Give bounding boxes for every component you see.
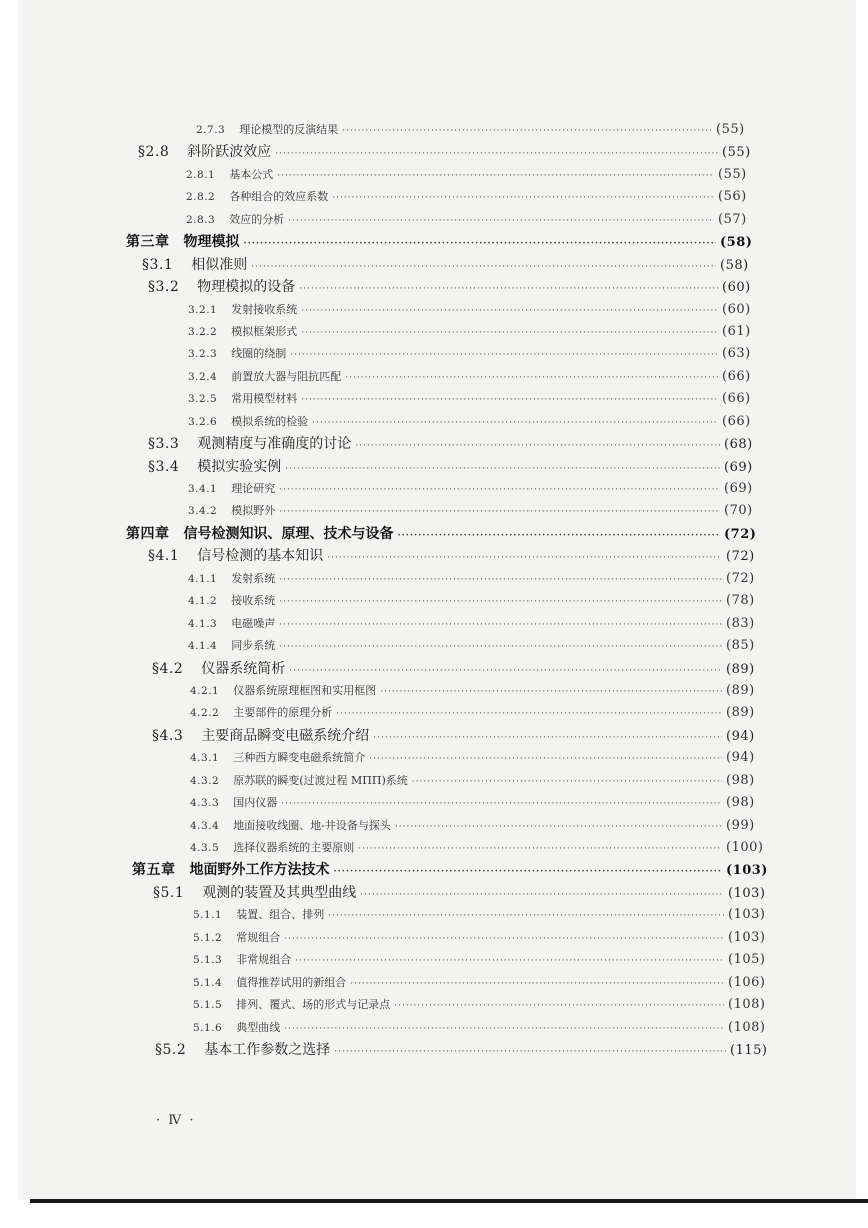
toc-entry-sub (18, 994, 772, 1016)
toc-entry-number: 4.1.2 (188, 595, 218, 608)
toc-entry-page: (78) (726, 593, 755, 609)
toc-entry-title: 装置、组合、排列 (236, 908, 325, 922)
toc-entry-sub (18, 747, 770, 769)
toc-entry-number: 2.8.3 (186, 213, 216, 226)
page-footer-number: · Ⅳ · (156, 1113, 196, 1128)
toc-entry-title: 非常规组合 (236, 953, 292, 967)
toc-entry-page: (56) (718, 189, 747, 205)
toc-entry-title: 电磁噪声 (231, 616, 276, 630)
toc-entry-page: (63) (722, 346, 751, 362)
toc-entry-page: (94) (726, 750, 755, 766)
toc-entry-title: 理论模型的反演结果 (239, 123, 339, 136)
dot-leader (277, 165, 714, 187)
toc-entry-number: 4.2.2 (190, 707, 220, 720)
toc-entry-page: (99) (726, 817, 755, 833)
toc-entry-page: (106) (728, 974, 766, 990)
toc-entry-title: 排列、覆式、场的形式与记录点 (236, 998, 391, 1012)
toc-entry-sub (18, 680, 770, 702)
dot-leader (299, 278, 718, 300)
toc-entry-page: (89) (726, 705, 755, 721)
toc-entry-page: (83) (726, 615, 755, 631)
toc-entry-number: 5.1.2 (193, 931, 223, 944)
toc-entry-title: 前置放大器与阻抗匹配 (231, 369, 342, 383)
toc-entry-title: 典型曲线 (236, 1020, 281, 1034)
dot-leader (301, 389, 718, 411)
toc-entry-page: (66) (722, 413, 751, 429)
dot-leader (279, 614, 722, 636)
toc-entry-number: §3.2 (148, 279, 180, 296)
toc-entry-title: 主要部件的原理分析 (233, 706, 333, 720)
toc-entry-page: (55) (722, 145, 751, 161)
toc-entry-number: 2.8.1 (186, 168, 216, 181)
toc-entry-number: §4.2 (152, 660, 184, 677)
toc-entry-number: 第五章 (132, 862, 176, 879)
toc-entry-sub (18, 792, 770, 814)
dot-leader (279, 501, 720, 523)
toc-entry-sub (18, 478, 768, 500)
toc-entry-title: 选择仪器系统的主要原则 (233, 841, 355, 854)
toc-entry-title: 模拟系统的检验 (231, 414, 309, 428)
toc-entry-title: 接收系统 (231, 594, 276, 608)
toc-entry-number: §3.4 (148, 458, 180, 475)
toc-entry-title: 信号检测知识、原理、技术与设备 (183, 525, 394, 542)
toc-entry-sub (18, 164, 762, 186)
toc-entry-title: 常用模型材料 (231, 392, 298, 406)
toc-entry-sub (18, 702, 770, 724)
toc-entry-page: (68) (724, 437, 753, 453)
toc-entry-page: (108) (728, 1019, 766, 1035)
dot-leader (284, 1018, 724, 1040)
toc-entry-title: 三种西方瞬变电磁系统简介 (233, 751, 366, 765)
toc-entry-section (18, 725, 770, 747)
toc-entry-page: (103) (726, 863, 768, 879)
toc-entry-page: (69) (724, 459, 753, 475)
toc-entry-page: (58) (720, 235, 753, 251)
toc-entry-number: §4.1 (148, 548, 180, 565)
toc-entry-number: 4.3.4 (190, 819, 220, 832)
toc-entry-number: §4.3 (152, 727, 184, 744)
toc-entry-title: 地面接收线圈、地-井设备与探头 (233, 818, 391, 832)
toc-entry-number: 5.1.6 (193, 1021, 223, 1034)
toc-entry-title: 常规组合 (236, 930, 281, 944)
dot-leader (279, 479, 720, 501)
toc-entry-number: 4.1.1 (188, 572, 218, 585)
toc-entry-sub (18, 209, 762, 231)
toc-entry-number: 3.2.2 (188, 325, 218, 338)
dot-leader (398, 525, 721, 547)
toc-entry-page: (108) (728, 997, 766, 1013)
toc-entry-sub (18, 388, 766, 410)
dot-leader (288, 210, 714, 232)
toc-entry-page: (89) (726, 682, 755, 698)
toc-entry-number: 5.1.1 (193, 909, 223, 922)
toc-entry-number: 3.4.2 (188, 505, 218, 518)
toc-entry-sub (18, 927, 772, 949)
dot-leader (290, 344, 718, 366)
dot-leader (275, 143, 718, 165)
toc-entry-page: (69) (724, 481, 753, 496)
toc-entry-sub (18, 815, 770, 837)
dot-leader (334, 861, 723, 883)
toc-entry-title: 原苏联的瞬变(过渡过程 MПП)系统 (233, 773, 408, 787)
toc-entry-sub (18, 837, 770, 859)
toc-entry-page: (66) (722, 368, 751, 384)
toc-entry-section (18, 882, 772, 904)
toc-entry-chapter (18, 859, 770, 881)
toc-entry-number: 5.1.3 (193, 954, 223, 967)
dot-leader (350, 973, 724, 995)
dot-leader (312, 412, 718, 434)
dot-leader (334, 1041, 726, 1063)
toc-entry-page: (115) (730, 1042, 768, 1058)
toc-entry-page: (89) (726, 661, 755, 677)
toc-entry-number: 3.2.5 (188, 393, 218, 406)
toc-entry-number: 第三章 (126, 234, 170, 251)
toc-entry-number: §2.8 (138, 144, 170, 161)
toc-entry-title: 观测的装置及其典型曲线 (202, 884, 357, 901)
toc-entry-number: 3.2.4 (188, 370, 218, 383)
toc-entry-sub (18, 770, 770, 792)
toc-entry-section (18, 658, 770, 680)
document-page (18, 0, 856, 1200)
toc-entry-sub (18, 904, 772, 926)
toc-entry-sub (18, 366, 766, 388)
table-of-contents (18, 119, 856, 1061)
toc-entry-page: (57) (718, 211, 747, 227)
toc-entry-number: 3.2.1 (188, 303, 218, 316)
dot-leader (380, 681, 722, 703)
toc-entry-title: 观测精度与准确度的讨论 (197, 436, 352, 453)
dot-leader (289, 660, 722, 682)
toc-entry-page: (103) (728, 907, 766, 923)
toc-entry-title: 基本公式 (229, 167, 274, 181)
toc-entry-page: (66) (722, 391, 751, 407)
toc-entry-title: 相似准则 (191, 256, 248, 273)
toc-entry-number: 第四章 (126, 525, 170, 542)
toc-entry-title: 发射系统 (231, 571, 276, 585)
toc-entry-sub (18, 411, 766, 433)
toc-entry-title: 同步系统 (231, 639, 276, 653)
dot-leader (328, 905, 724, 927)
toc-entry-number: 5.1.5 (193, 999, 223, 1012)
toc-entry-number: §5.2 (155, 1041, 187, 1058)
toc-entry-sub (18, 613, 770, 635)
toc-entry-sub (18, 500, 768, 522)
dot-leader (342, 120, 712, 142)
dot-leader (279, 591, 722, 613)
toc-entry-section (18, 254, 764, 276)
toc-entry-title: 模拟野外 (231, 504, 276, 518)
dot-leader (360, 884, 724, 906)
toc-entry-number: 3.2.3 (188, 348, 218, 361)
toc-entry-title: 值得推荐试用的新组合 (236, 975, 347, 989)
toc-entry-sub (18, 119, 760, 141)
toc-entry-title: 仪器系统简析 (201, 660, 286, 677)
toc-entry-sub (18, 343, 766, 365)
toc-entry-section (18, 1039, 774, 1061)
dot-leader (332, 187, 714, 209)
toc-entry-section (18, 456, 768, 478)
dot-leader (279, 569, 722, 591)
toc-entry-number: §3.1 (142, 256, 174, 273)
toc-entry-title: 主要商品瞬变电磁系统介绍 (201, 727, 370, 744)
toc-entry-title: 斜阶跃波效应 (187, 144, 272, 161)
toc-entry-number: 4.3.3 (190, 797, 220, 810)
dot-leader (281, 793, 722, 815)
dot-leader (373, 727, 722, 749)
toc-entry-section (18, 545, 770, 567)
toc-entry-title: 仪器系统原理框图和实用框图 (233, 683, 377, 697)
toc-entry-page: (103) (728, 929, 766, 945)
toc-entry-page: (55) (718, 166, 747, 182)
toc-entry-page: (61) (722, 323, 751, 339)
dot-leader (394, 995, 724, 1017)
toc-entry-number: §3.3 (148, 436, 180, 453)
dot-leader (279, 636, 722, 658)
toc-entry-page: (98) (726, 772, 755, 788)
dot-leader (369, 748, 722, 770)
toc-entry-title: 理论研究 (231, 482, 276, 495)
toc-entry-page: (55) (716, 122, 745, 137)
dot-leader (295, 950, 724, 972)
toc-entry-number: 4.3.1 (190, 752, 220, 765)
toc-entry-title: 物理模拟的设备 (197, 279, 296, 296)
toc-entry-sub (18, 321, 766, 343)
toc-entry-number: 4.1.3 (188, 617, 218, 630)
dot-leader (358, 838, 722, 860)
toc-entry-page: (85) (726, 638, 755, 654)
toc-entry-title: 基本工作参数之选择 (204, 1041, 331, 1058)
toc-entry-section (18, 141, 766, 163)
toc-entry-section (18, 433, 768, 455)
toc-entry-page: (98) (726, 795, 755, 811)
toc-entry-page: (58) (720, 257, 749, 273)
toc-entry-number: 4.3.5 (190, 842, 220, 854)
toc-entry-number: §5.1 (153, 884, 185, 901)
toc-entry-sub (18, 635, 770, 657)
toc-entry-page: (60) (722, 301, 751, 317)
toc-entry-title: 物理模拟 (183, 234, 240, 251)
toc-entry-number: 4.1.4 (188, 640, 218, 653)
toc-entry-title: 发射接收系统 (231, 302, 298, 316)
toc-entry-page: (70) (724, 503, 753, 519)
toc-entry-page: (94) (726, 728, 755, 744)
toc-entry-title: 线圈的绕制 (231, 347, 287, 361)
dot-leader (251, 256, 716, 278)
toc-entry-title: 模拟框架形式 (231, 324, 298, 338)
toc-entry-number: 2.8.2 (186, 191, 216, 204)
toc-entry-sub (18, 1017, 772, 1039)
toc-entry-page: (60) (722, 280, 751, 296)
toc-entry-number: 3.4.1 (188, 483, 218, 495)
dot-leader (345, 367, 718, 389)
scan-bottom-edge (30, 1199, 868, 1203)
toc-entry-chapter (18, 523, 768, 545)
toc-entry-sub (18, 568, 770, 590)
toc-entry-number: 5.1.4 (193, 976, 223, 989)
dot-leader (244, 233, 717, 255)
dot-leader (301, 300, 718, 322)
dot-leader (301, 322, 718, 344)
toc-entry-chapter (18, 231, 764, 253)
toc-entry-sub (18, 949, 772, 971)
toc-entry-title: 信号检测的基本知识 (197, 548, 324, 565)
toc-entry-title: 效应的分析 (229, 212, 285, 226)
toc-entry-title: 各种组合的效应系数 (229, 190, 329, 204)
toc-entry-sub (18, 299, 766, 321)
toc-entry-sub (18, 590, 770, 612)
toc-entry-sub (18, 186, 762, 208)
toc-entry-number: 3.2.6 (188, 415, 218, 428)
toc-entry-title: 地面野外工作方法技术 (189, 862, 330, 879)
toc-entry-section (18, 276, 766, 298)
toc-entry-page: (72) (726, 549, 755, 565)
toc-entry-number: 4.3.2 (190, 774, 220, 787)
toc-entry-number: 4.2.1 (190, 684, 220, 697)
dot-leader (327, 547, 722, 569)
toc-entry-number: 2.7.3 (196, 124, 226, 136)
toc-entry-page: (72) (726, 570, 755, 586)
dot-leader (285, 458, 720, 480)
toc-entry-page: (100) (726, 840, 764, 855)
toc-entry-title: 国内仪器 (233, 796, 278, 810)
dot-leader (412, 771, 722, 793)
toc-entry-page: (103) (728, 885, 766, 901)
toc-entry-title: 模拟实验实例 (197, 458, 282, 475)
toc-entry-page: (72) (724, 526, 757, 542)
dot-leader (355, 435, 720, 457)
dot-leader (395, 816, 722, 838)
dot-leader (336, 703, 722, 725)
dot-leader (284, 928, 724, 950)
toc-entry-page: (105) (728, 952, 766, 968)
toc-entry-sub (18, 972, 772, 994)
